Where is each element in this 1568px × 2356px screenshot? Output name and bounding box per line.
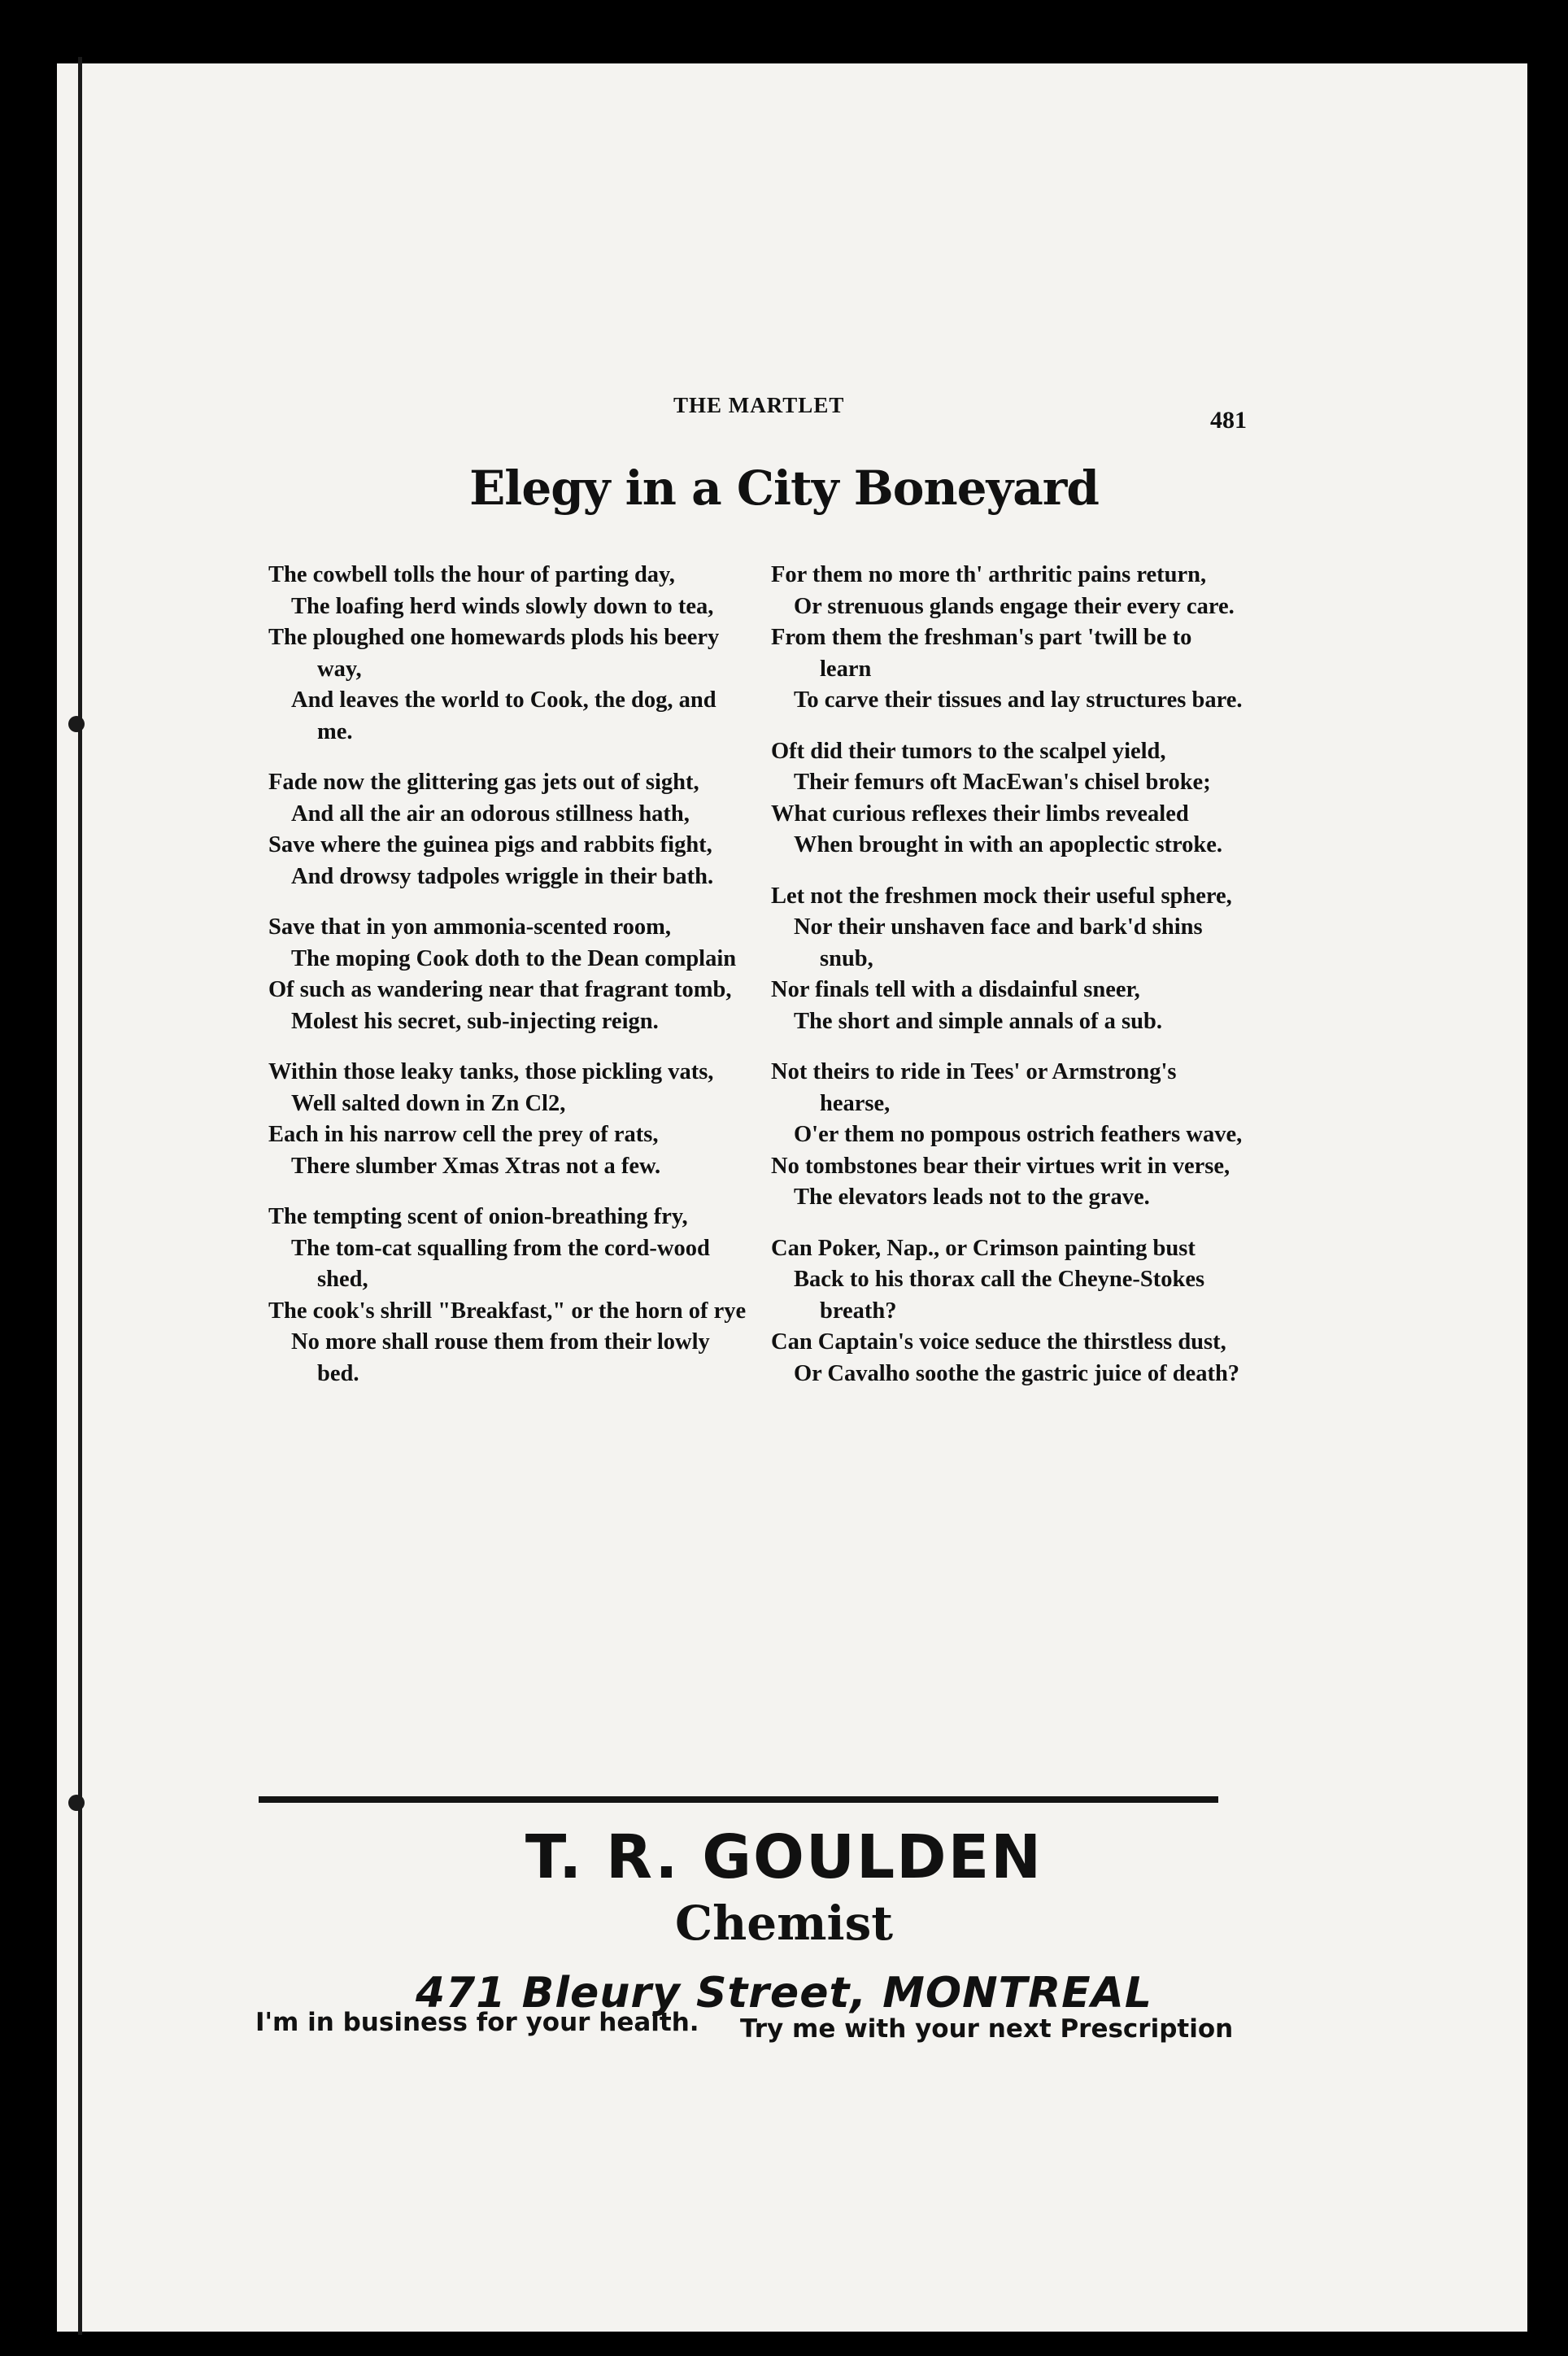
advertisement-slogan: I'm in business for your health. [255, 2008, 699, 2037]
poem-line: The elevators leads not to the grave. [794, 1185, 1150, 1210]
advertiser-address: 471 Bleury Street, MONTREAL [415, 1969, 1153, 2018]
poem-line: Nor their unshaven face and bark'd shins snub, [794, 914, 1203, 971]
poem-title: Elegy in a City Boneyard [469, 460, 1099, 516]
poem-line: There slumber Xmas Xtras not a few. [291, 1153, 661, 1179]
poem-line: Well salted down in Zn Cl2, [291, 1090, 566, 1116]
poem-stanza [771, 1057, 1247, 1214]
poem-line: Save that in yon ammonia-scented room, [268, 914, 672, 940]
poem-line: No tombstones bear their virtues writ in verse, [771, 1153, 1230, 1179]
poem-line: Can Captain's voice seduce the thirstless dust, [771, 1329, 1226, 1355]
poem-right-column [771, 560, 1247, 1409]
poem-line: The loafing herd winds slowly down to tea, [291, 593, 714, 619]
poem-line: The short and simple annals of a sub. [794, 1008, 1162, 1034]
poem-line: Or strenuous glands engage their every care. [794, 593, 1235, 619]
poem-line: Nor finals tell with a disdainful sneer, [771, 977, 1140, 1002]
poem-line: Within those leaky tanks, those pickling vats, [268, 1059, 714, 1084]
poem-line: No more shall rouse them from their lowly bed. [291, 1329, 710, 1386]
poem-stanza [268, 1202, 756, 1390]
poem-line: Save where the guinea pigs and rabbits fight, [268, 832, 712, 857]
poem-line: O'er them no pompous ostrich feathers wave, [794, 1122, 1243, 1147]
poem-left-column [268, 560, 756, 1409]
poem-line: Molest his secret, sub-injecting reign. [291, 1008, 659, 1034]
poem-stanza [268, 767, 756, 892]
poem-line: The cook's shrill "Breakfast," or the horn of rye [268, 1298, 747, 1324]
poem-line: From them the freshman's part 'twill be to learn [771, 625, 1192, 682]
poem-line: Let not the freshmen mock their useful sphere, [771, 883, 1232, 909]
poem-line: Fade now the glittering gas jets out of sight, [268, 770, 699, 795]
poem-stanza [268, 912, 756, 1037]
poem-stanza [771, 1233, 1247, 1390]
advertiser-name: T. R. GOULDEN [525, 1822, 1043, 1892]
poem-line: And leaves the world to Cook, the dog, and me. [291, 687, 716, 744]
poem-line: Back to his thorax call the Cheyne-Stokes breath? [794, 1267, 1205, 1324]
poem-line: Oft did their tumors to the scalpel yield, [771, 738, 1166, 764]
binding-hole [68, 716, 85, 732]
advertiser-trade: Chemist [674, 1896, 894, 1951]
poem-line: The moping Cook doth to the Dean complain [291, 945, 737, 971]
poem-line: Can Poker, Nap., or Crimson painting bust [771, 1235, 1196, 1261]
poem-line: The cowbell tolls the hour of parting day, [268, 562, 675, 587]
poem-stanza [268, 560, 756, 748]
binding-hole [68, 1795, 85, 1811]
poem-line: Their femurs oft MacEwan's chisel broke; [794, 770, 1211, 795]
poem-line: To carve their tissues and lay structures bare. [794, 687, 1243, 713]
poem-line: Each in his narrow cell the prey of rats, [268, 1122, 659, 1147]
poem-line: Not theirs to ride in Tees' or Armstrong's hearse, [771, 1059, 1177, 1116]
poem-stanza [268, 1057, 756, 1182]
poem-line: And drowsy tadpoles wriggle in their bath. [291, 863, 714, 889]
poem-line: The ploughed one homewards plods his beery way, [268, 625, 720, 682]
poem-line: Or Cavalho soothe the gastric juice of death? [794, 1360, 1240, 1386]
page-number: 481 [1210, 407, 1247, 434]
advertisement-tagline: Try me with your next Prescription [740, 2014, 1234, 2044]
poem-stanza [771, 881, 1247, 1038]
poem-line: The tempting scent of onion-breathing fry, [268, 1204, 688, 1229]
poem-line: Of such as wandering near that fragrant tomb, [268, 977, 732, 1002]
poem-stanza [771, 736, 1247, 862]
poem-line: What curious reflexes their limbs revealed [771, 801, 1189, 827]
poem-line: The tom-cat squalling from the cord-wood shed, [291, 1235, 710, 1292]
poem-line: And all the air an odorous stillness hath, [291, 801, 690, 827]
poem-line: For them no more th' arthritic pains return, [771, 562, 1207, 587]
advertisement-rule [259, 1796, 1218, 1803]
running-head: THE MARTLET [673, 393, 845, 417]
poem-line: When brought in with an apoplectic stroke. [794, 832, 1223, 857]
poem-stanza [771, 560, 1247, 717]
